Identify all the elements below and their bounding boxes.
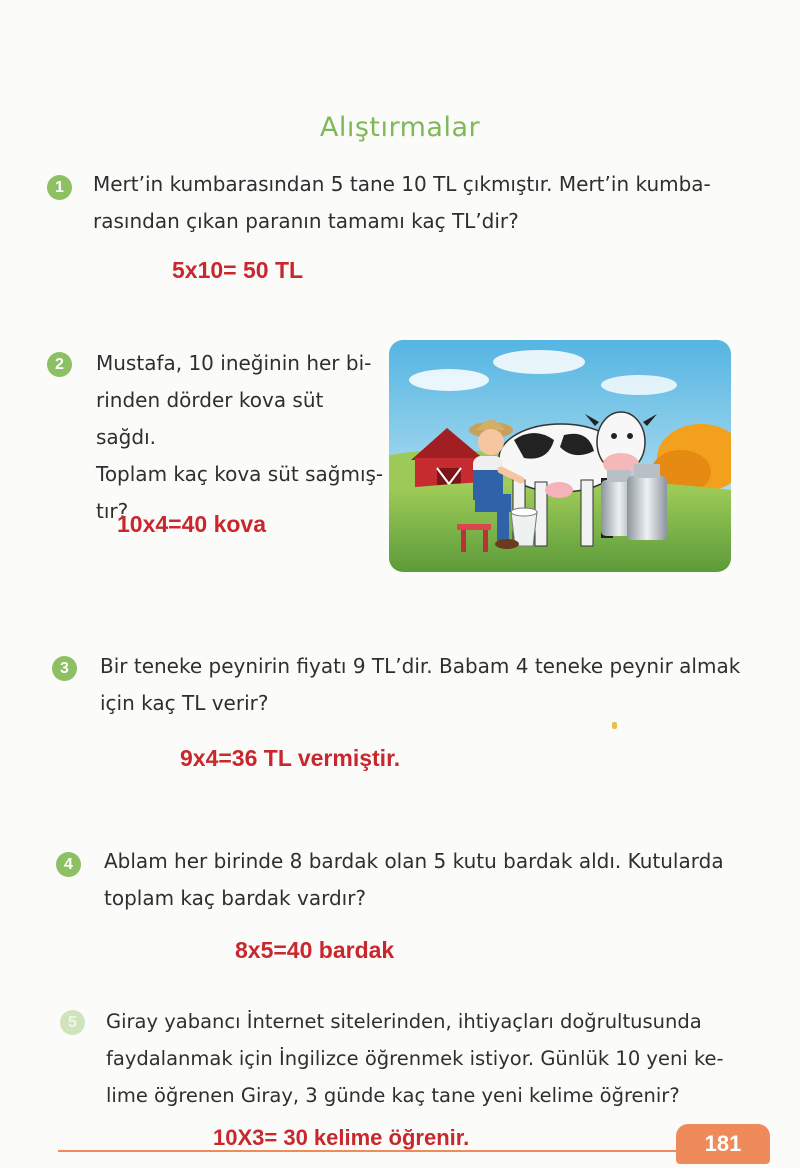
question-line: toplam kaç bardak vardır? [104,886,367,910]
exercise-5-answer: 10X3= 30 kelime öğrenir. [213,1125,470,1150]
exercise-5-question [106,1003,724,1114]
footer-rule [58,1150,686,1152]
question-line: lime öğrenen Giray, 3 günde kaç tane yeni kelime öğrenir? [106,1084,680,1107]
exercise-number-badge: 4 [56,852,81,877]
exercise-3-question [100,648,740,722]
decorative-dot [612,722,617,729]
exercise-number-badge: 1 [47,175,72,200]
exercise-number-badge: 5 [60,1010,85,1035]
exercise-2-answer: 10x4=40 kova [117,511,266,537]
page-title: Alıştırmalar [319,112,481,143]
question-line: Giray yabancı İnternet sitelerinden, ihtiyaçları doğrultusunda [106,1010,702,1033]
farmer-milking-cow-illustration [389,340,731,572]
exercise-2-question [96,345,388,530]
exercise-4-answer: 8x5=40 bardak [235,937,395,963]
question-line: Bir teneke peynirin fiyatı 9 TL’dir. Babam 4 teneke peynir almak [100,654,741,678]
exercise-4-question [104,843,724,917]
exercise-number-badge: 3 [52,656,77,681]
exercise-number-badge: 2 [47,352,72,377]
question-line: Toplam kaç kova süt sağmış- [96,462,384,486]
exercise-1-answer: 5x10= 50 TL [172,257,304,283]
question-line: faydalanmak için İngilizce öğrenmek istiyor. Günlük 10 yeni ke- [106,1047,724,1070]
question-line: Mert’in kumbarasından 5 tane 10 TL çıkmıştır. Mert’in kumba- [93,172,711,196]
question-line: Mustafa, 10 ineğinin her bi- [96,351,372,375]
question-line: için kaç TL verir? [100,691,269,715]
question-line: tır? [96,499,129,523]
page-number: 181 [676,1124,770,1164]
question-line: rinden dörder kova süt sağdı. [96,388,324,449]
exercise-1-question [93,166,711,240]
exercise-3-answer: 9x4=36 TL vermiştir. [180,745,401,771]
question-line: Ablam her birinde 8 bardak olan 5 kutu bardak aldı. Kutularda [104,849,724,873]
question-line: rasından çıkan paranın tamamı kaç TL’dir? [93,209,519,233]
